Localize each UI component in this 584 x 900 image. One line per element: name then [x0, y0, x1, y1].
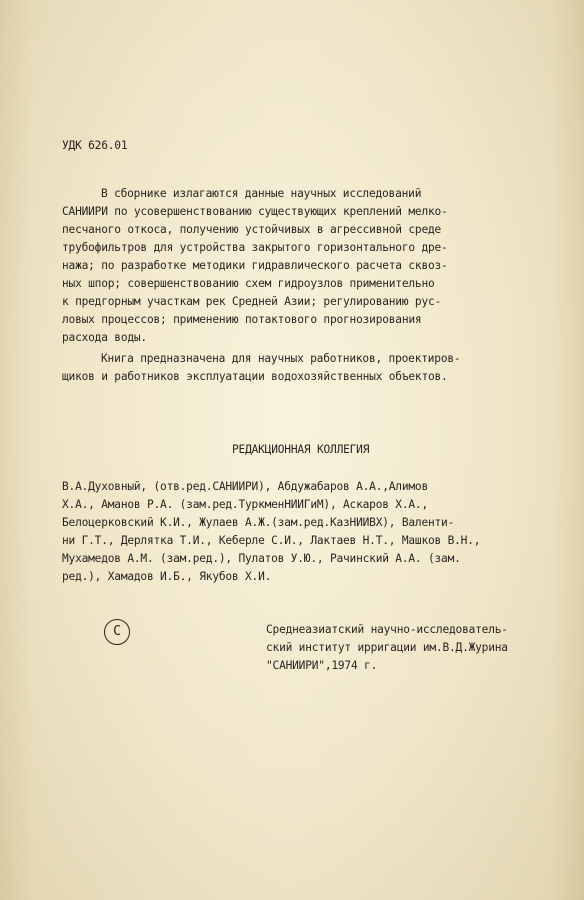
abstract-line: песчаного откоса, получению устойчивых в агрессивной среде	[62, 223, 442, 236]
board-line: Мухамедов А.М. (зам.ред.), Пулатов У.Ю., Рачинский А.А. (зам.	[62, 552, 461, 565]
abstract-line: нажа; по разработке методики гидравлического расчета сквоз-	[62, 259, 448, 272]
copyright-icon: C	[104, 619, 130, 645]
purpose-line: Книга предназначена для научных работников, проектиров-	[101, 352, 461, 365]
board-line: ред.), Хамадов И.Б., Якубов Х.И.	[62, 570, 272, 583]
publisher-line: Среднеазиатский научно-исследователь-	[266, 623, 508, 636]
board-line: Белоцерковский К.И., Жулаев А.Ж.(зам.ред.КазНИИВХ), Валенти-	[62, 516, 455, 529]
purpose-line: щиков и работников эксплуатации водохозяйственных объектов.	[62, 370, 448, 383]
publisher-line: ский институт ирригации им.В.Д.Журина	[266, 641, 508, 654]
board-line: В.А.Духовный, (отв.ред.САНИИРИ), Абдужабаров А.А.,Алимов	[62, 480, 428, 493]
board-heading: РЕДАКЦИОННАЯ КОЛЛЕГИЯ	[232, 443, 370, 456]
abstract-line: В сборнике излагаются данные научных исследований	[101, 187, 422, 200]
board-line: Х.А., Аманов Р.А. (зам.ред.ТуркменНИИГиМ), Аскаров Х.А.,	[62, 498, 428, 511]
abstract-line: расхода воды.	[62, 331, 147, 344]
udk-code: УДК 626.01	[62, 139, 128, 152]
publisher-line: "САНИИРИ",1974 г.	[266, 659, 378, 672]
abstract-line: ных шпор; совершенствованию схем гидроузлов применительно	[62, 277, 435, 290]
abstract-line: ловых процессов; применению потактового прогнозирования	[62, 313, 422, 326]
abstract-line: к предгорным участкам рек Средней Азии; регулированию рус-	[62, 295, 442, 308]
abstract-line: трубофильтров для устройства закрытого горизонтального дре-	[62, 241, 448, 254]
abstract-line: САНИИРИ по усовершенствованию существующих креплений мелко-	[62, 205, 448, 218]
board-line: ни Г.Т., Дерлятка Т.И., Кеберле С.И., Лактаев Н.Т., Машков В.Н.,	[62, 534, 481, 547]
